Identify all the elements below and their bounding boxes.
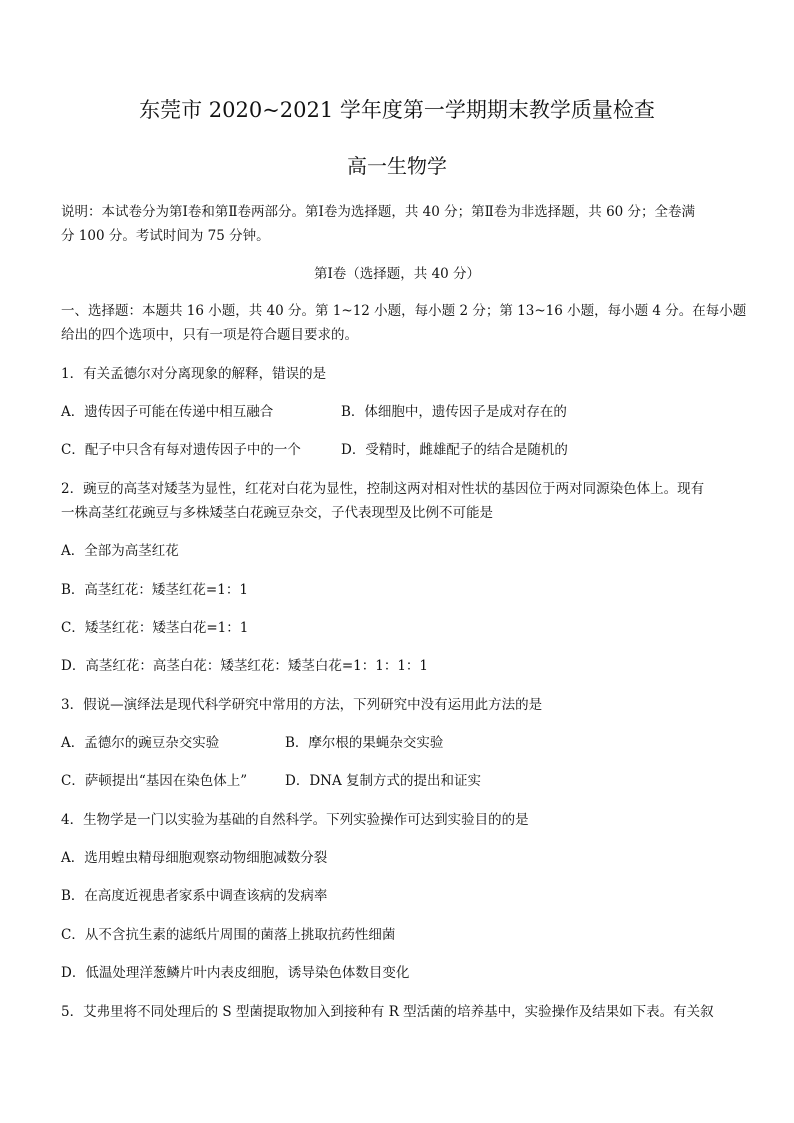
question-4-stem: 4．生物学是一门以实验为基础的自然科学。下列实验操作可达到实验目的的是 [61,812,529,828]
question-2-option-a: A．全部为高茎红花 [61,543,179,559]
section-heading: 第Ⅰ卷（选择题，共 40 分） [313,266,481,282]
question-2-option-b: B．高茎红花：矮茎红花=1：1 [61,582,248,598]
exam-subtitle: 高一生物学 [347,154,447,178]
question-4-option-d: D．低温处理洋葱鳞片叶内表皮细胞，诱导染色体数目变化 [61,965,410,981]
question-3-option-a: A．孟德尔的豌豆杂交实验 [61,735,220,751]
question-2-stem-line-2: 一株高茎红花豌豆与多株矮茎白花豌豆杂交，子代表现型及比例不可能是 [61,505,493,521]
instructions-line-1: 说明：本试卷分为第Ⅰ卷和第Ⅱ卷两部分。第Ⅰ卷为选择题，共 40 分；第Ⅱ卷为非选择题，共 60 分；全卷满 [61,204,696,220]
question-2-option-d: D．高茎红花：高茎白花：矮茎红花：矮茎白花=1：1：1：1 [61,658,428,674]
question-3-options-row-1 [61,733,734,753]
question-1-option-c: C．配子中只含有每对遗传因子中的一个 [61,442,301,458]
question-1-stem: 1．有关孟德尔对分离现象的解释，错误的是 [61,366,327,382]
question-3-options-row-2 [61,771,734,791]
question-3-option-d: D．DNA 复制方式的提出和证实 [285,773,482,789]
question-3-stem: 3．假说—演绎法是现代科学研究中常用的方法，下列研究中没有运用此方法的是 [61,697,543,713]
question-2-stem-line-1: 2．豌豆的高茎对矮茎为显性，红花对白花为显性，控制这两对相对性状的基因位于两对同源染色体上。现有 [61,481,705,497]
question-1-option-a: A．遗传因子可能在传递中相互融合 [61,404,274,420]
question-3-option-c: C．萨顿提出“基因在染色体上” [61,773,248,789]
question-4-option-a: A．选用蝗虫精母细胞观察动物细胞减数分裂 [61,850,328,866]
question-2-option-c: C．矮茎红花：矮茎白花=1：1 [61,620,249,636]
section-intro-line-2: 给出的四个选项中，只有一项是符合题目要求的。 [61,327,358,343]
instructions-line-2: 分 100 分。考试时间为 75 分钟。 [61,228,270,244]
question-4-option-b: B．在高度近视患者家系中调查该病的发病率 [61,888,328,904]
question-4-option-c: C．从不含抗生素的滤纸片周围的菌落上挑取抗药性细菌 [61,927,396,943]
section-intro-line-1: 一、选择题：本题共 16 小题，共 40 分。第 1~12 小题，每小题 2 分；第 13~16 小题，每小题 4 分。在每小题 [61,303,747,319]
question-1-options-row-1 [61,402,734,422]
exam-title: 东莞市 2020~2021 学年度第一学期期末教学质量检查 [139,98,655,122]
question-1-options-row-2 [61,440,734,460]
question-1-option-b: B．体细胞中，遗传因子是成对存在的 [341,404,567,420]
question-1-option-d: D．受精时，雌雄配子的结合是随机的 [341,442,568,458]
question-3-option-b: B．摩尔根的果蝇杂交实验 [285,735,444,751]
question-5-stem-line-1: 5．艾弗里将不同处理后的 S 型菌提取物加入到接种有 R 型活菌的培养基中，实验操作及结果如下表。有关叙 [61,1004,714,1020]
